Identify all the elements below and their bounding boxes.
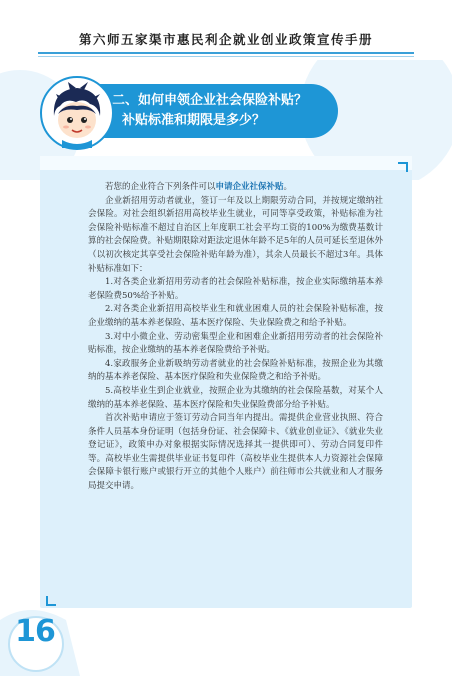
list-item-5: 5.高校毕业生到企业就业，按照企业为其缴纳的社会保险基数，对某个人缴纳的基本养老保险、基本医疗保险和失业保险费部分给予补贴。 [88,385,383,410]
boy-avatar-icon [40,76,114,150]
header-title: 第六师五家渠市惠民利企就业创业政策宣传手册 [78,32,373,47]
paragraph-1: 企业新招用劳动者就业，签订一年及以上期限劳动合同，并按规定缴纳社会保险。对社会组织新招用高校毕业生就业，可同等享受政策，补贴标准为社会保险补贴标准不超过自治区上年度职工社会平均工资的100%为缴费基数计算的社会保险费。补贴期限除对距法定退休年龄不足5年的人员可延长至退休外（以初次核定其享受社会保险补贴年龄为准），其余人员最长不超过3年。具体补贴标准如下： [88,195,383,274]
header-rule-thin [38,56,414,57]
section-title-line2: 补贴标准和期限是多少？ [122,113,266,128]
list-item-4: 4.家政服务企业新吸纳劳动者就业的社会保险补贴标准，按照企业为其缴纳的基本养老保险、基本医疗保险和失业保险费之和给予补贴。 [88,358,383,383]
content-box-top-band [40,156,412,170]
intro-paragraph: 若您的企业符合下列条件可以申请企业社保补贴。 [105,182,293,192]
section-title [112,91,342,131]
highlight-apply-subsidy: 申请企业社保补贴 [215,182,284,192]
section-title-line1: 二、如何申领企业社会保险补贴？ [112,93,308,108]
list-item-2: 2.对各类企业新招用高校毕业生和就业困难人员的社会保险补贴标准，按企业缴纳的基本养老保险、基本医疗保险、失业保险费之和给予补贴。 [88,304,383,328]
page-number: 16 [15,614,55,649]
list-item-3: 3.对中小微企业、劳动密集型企业和困难企业新招用劳动者的社会保险补贴标准，按企业缴纳的基本养老保险费给予补贴。 [88,331,383,356]
list-item-1: 1.对各类企业新招用劳动者的社会保险补贴标准，按企业实际缴纳基本养老保险费50%给予补贴。 [88,277,383,301]
paragraph-last: 首次补贴申请应于签订劳动合同当年内提出。需提供企业营业执照、符合条件人员基本身份证明（包括身份证、社会保障卡、《就业创业证》、《就业失业登记证》，政策申办对象根据实际情况选择其一提供即可）、劳动合同复印件等。高校毕业生需提供毕业证书复印件（高校毕业生提供本人力资源社会保障会保障卡银行账户或银行开立的其他个人账户）前往师市公共就业和人才服务局提交申请。 [88,413,383,492]
header-rule [38,52,414,54]
body-text [88,181,383,494]
corner-mark-bottom-left [46,596,56,606]
corner-mark-top-right [398,162,408,172]
